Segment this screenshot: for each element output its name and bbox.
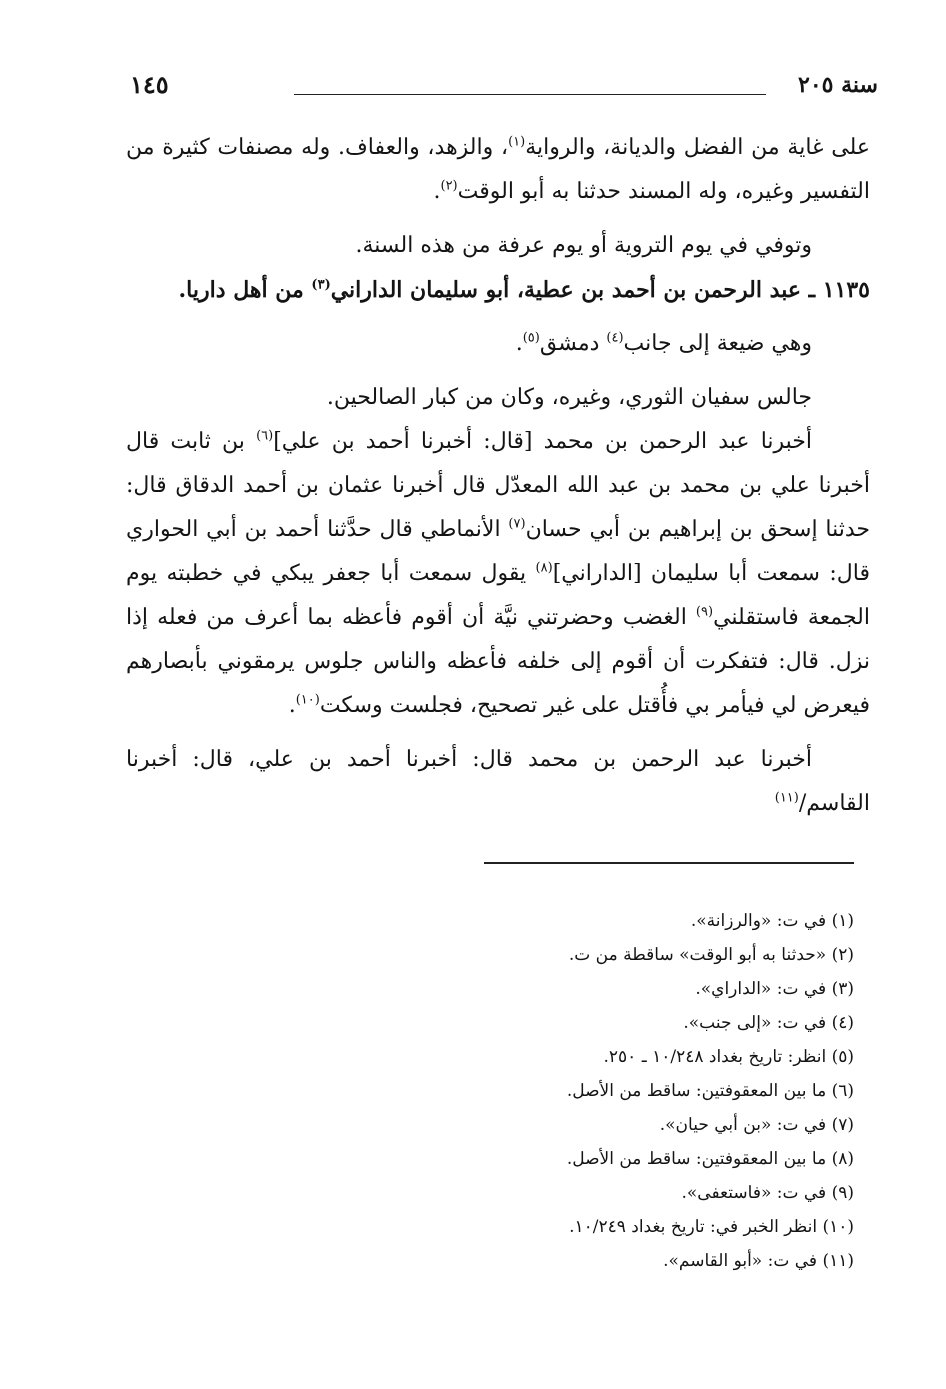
text-run: على غاية من الفضل والديانة، والرواية xyxy=(525,135,870,160)
footnote: (١) في ت: «والرزانة». xyxy=(690,911,854,931)
footnote-ref: (٧) xyxy=(508,516,526,532)
footnote-ref: (٢) xyxy=(440,178,458,194)
footnote: (٩) في ت: «فاستعفى». xyxy=(681,1183,854,1203)
footnote-ref: (٩) xyxy=(695,604,714,620)
text-run: أخبرنا عبد الرحمن بن محمد قال: أخبرنا أحمد بن علي، قال: أخبرنا القاسم/ xyxy=(126,747,870,816)
text-run: بن ثابت قال أخبرنا علي بن محمد بن عبد الله المعدّل قال أخبرنا عثمان بن أحمد الدقاق قال: حدثنا إسحق بن إبراهيم بن أبي حسان xyxy=(126,429,870,542)
text-run: الأنماطي قال حدَّثنا أحمد بن أبي الحواري قال: سمعت أبا سليمان [الداراني] xyxy=(126,517,870,586)
page-header xyxy=(118,70,878,110)
header-rule xyxy=(294,94,766,95)
text-run: أخبرنا عبد الرحمن بن محمد [قال: أخبرنا أحمد بن علي] xyxy=(273,429,813,454)
text-run: دمشق xyxy=(539,331,607,356)
text-run: الغضب وحضرتني نيَّة أن أقوم فأعظه بما أعرف من فعله إذا نزل. قال: فتفكرت أن أقوم إلى خلفه فأعظه والناس جلوس يرمقوني بأبصارهم فيعرض لي فيأمر بي فأُقتل على غير تصحيح، فجلست وسكت xyxy=(126,605,870,718)
footnote: (٥) انظر: تاريخ بغداد ١٠/٢٤٨ ـ ٢٥٠. xyxy=(603,1047,854,1067)
entry-heading xyxy=(126,268,870,312)
text-run: . xyxy=(433,179,441,204)
footnote-ref: (٨) xyxy=(535,560,553,576)
footnote-ref: (٤) xyxy=(606,330,624,346)
paragraph: جالس سفيان الثوري، وغيره، وكان من كبار الصالحين. xyxy=(326,385,812,410)
footnote: (٢) «حدثنا به أبو الوقت» ساقطة من ت. xyxy=(568,945,854,965)
text-run: . xyxy=(515,331,523,356)
paragraph xyxy=(126,126,870,214)
main-text xyxy=(126,126,870,826)
paragraph: وتوفي في يوم التروية أو يوم عرفة من هذه السنة. xyxy=(355,233,812,258)
footnote: (٧) في ت: «بن أبي حيان». xyxy=(659,1115,854,1135)
footnote: (٦) ما بين المعقوفتين: ساقط من الأصل. xyxy=(566,1081,854,1101)
footnote-ref: (١٠) xyxy=(295,692,320,708)
footnote: (٨) ما بين المعقوفتين: ساقط من الأصل. xyxy=(566,1149,854,1169)
footnotes xyxy=(434,904,854,1278)
footnote: (٣) في ت: «الداراي». xyxy=(695,979,854,999)
footnote: (١١) في ت: «أبو القاسم». xyxy=(663,1251,854,1271)
running-head: سنة ٢٠٥ xyxy=(798,72,878,98)
footnote-ref: (١) xyxy=(508,134,526,150)
footnote: (١٠) انظر الخبر في: تاريخ بغداد ١٠/٢٤٩. xyxy=(569,1217,854,1237)
footnote-ref: (٦) xyxy=(256,428,274,444)
page-number: ١٤٥ xyxy=(130,70,169,99)
paragraph xyxy=(126,322,870,366)
footnote-ref: (٣) xyxy=(311,277,331,293)
text-run: من أهل داريا. xyxy=(178,277,312,303)
text-run: ١١٣٥ ـ عبد الرحمن بن أحمد بن عطية، أبو سليمان الداراني xyxy=(330,277,870,303)
footnote-ref: (١١) xyxy=(774,790,799,806)
paragraph xyxy=(126,738,870,826)
text-run: . xyxy=(288,693,296,718)
paragraph xyxy=(126,420,870,728)
text-run: يقول سمعت أبا جعفر يبكي في خطبته يوم الجمعة فاستقلني xyxy=(126,561,870,630)
text-run: وهي ضيعة إلى جانب xyxy=(623,331,812,356)
footnote-separator xyxy=(484,862,854,864)
footnote: (٤) في ت: «إلى جنب». xyxy=(683,1013,854,1033)
text-run: ، والزهد، والعفاف. وله مصنفات كثيرة من التفسير وغيره، وله المسند حدثنا به أبو الوقت xyxy=(126,135,870,204)
footnote-ref: (٥) xyxy=(522,330,540,346)
